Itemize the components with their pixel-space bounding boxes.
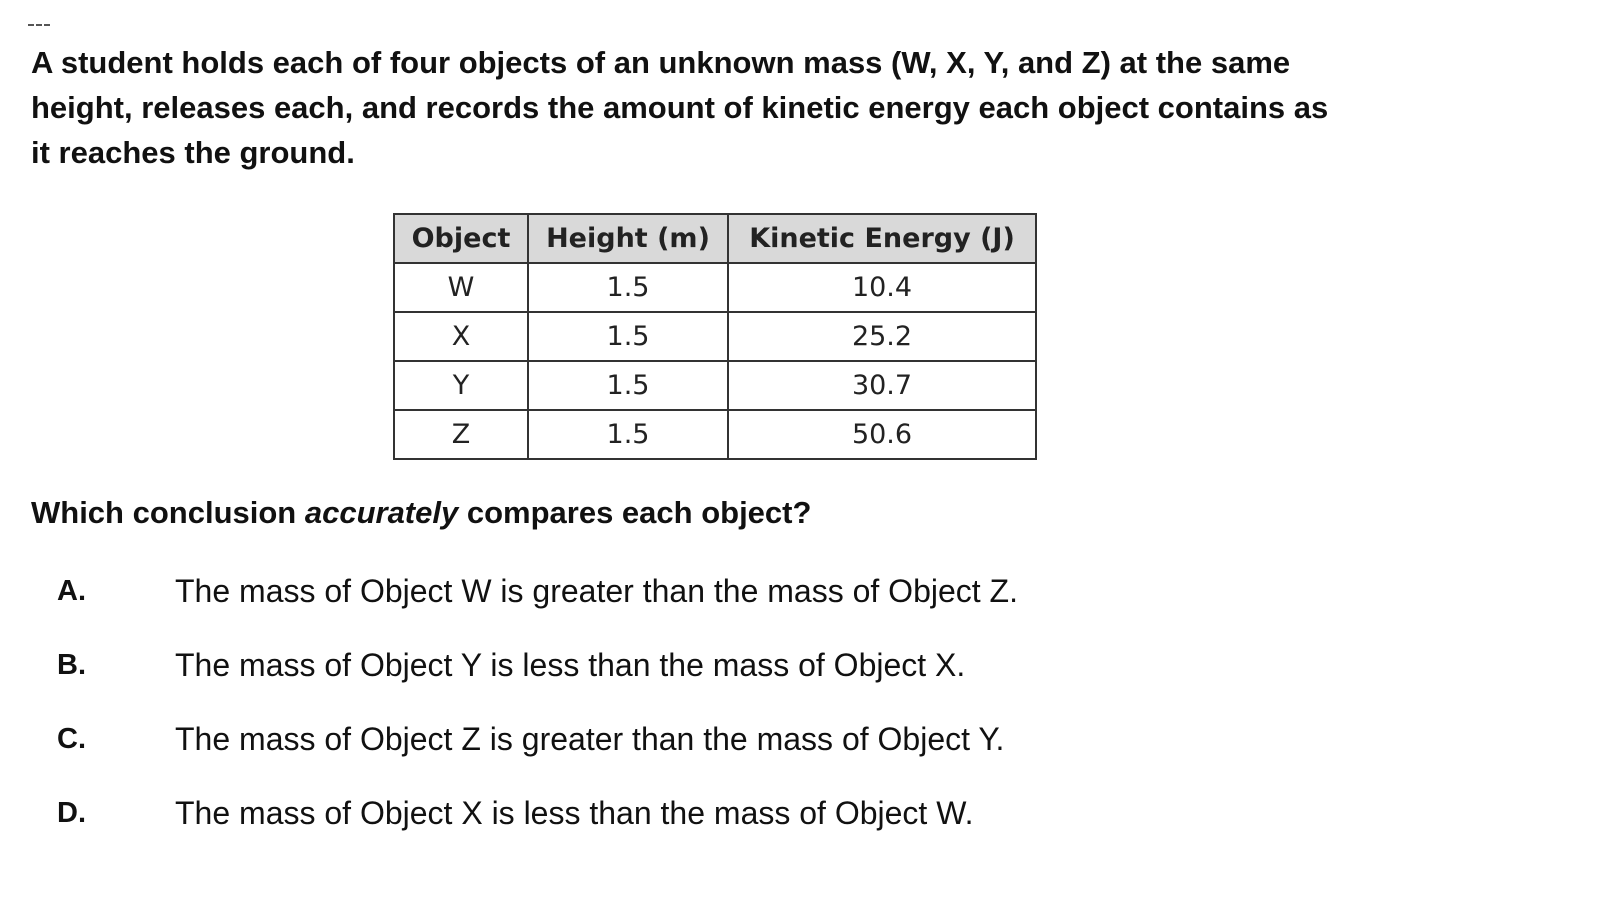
choice-a[interactable] [57,570,1018,644]
choice-c[interactable] [57,718,1018,792]
header-height: Height (m) [528,214,728,263]
choice-text: The mass of Object X is less than the mass of Object W. [175,795,974,831]
cell-height: 1.5 [528,312,728,361]
choice-letter: B. [57,649,86,681]
choice-letter: D. [57,797,86,829]
data-table [393,213,1037,460]
cell-height: 1.5 [528,410,728,459]
corner-mark [28,24,50,28]
table-row [394,410,1036,459]
table-row [394,361,1036,410]
prompt-text-before: Which conclusion [31,495,305,530]
prompt-emphasis: accurately [304,495,459,530]
choice-letter: A. [57,575,86,607]
question-prompt [31,490,811,535]
cell-object: Y [394,361,528,410]
question-stem: A student holds each of four objects of an unknown mass (W, X, Y, and Z) at the same height, releases each, and records the amount of kinetic energy each object contains as it reaches the ground. [31,45,1329,170]
choice-letter: C. [57,723,86,755]
cell-kinetic-energy: 25.2 [728,312,1036,361]
cell-object: X [394,312,528,361]
answer-choices [57,570,1018,866]
choice-text: The mass of Object Y is less than the mass of Object X. [175,647,966,683]
prompt-text-after: compares each object? [458,495,812,530]
choice-d[interactable] [57,792,1018,866]
header-kinetic-energy: Kinetic Energy (J) [728,214,1036,263]
cell-height: 1.5 [528,263,728,312]
cell-object: W [394,263,528,312]
choice-text: The mass of Object W is greater than the mass of Object Z. [175,573,1018,609]
cell-kinetic-energy: 10.4 [728,263,1036,312]
cell-kinetic-energy: 50.6 [728,410,1036,459]
table-header-row [394,214,1036,263]
cell-object: Z [394,410,528,459]
cell-height: 1.5 [528,361,728,410]
choice-text: The mass of Object Z is greater than the mass of Object Y. [175,721,1005,757]
table-row [394,312,1036,361]
cell-kinetic-energy: 30.7 [728,361,1036,410]
header-object: Object [394,214,528,263]
table-row [394,263,1036,312]
choice-b[interactable] [57,644,1018,718]
